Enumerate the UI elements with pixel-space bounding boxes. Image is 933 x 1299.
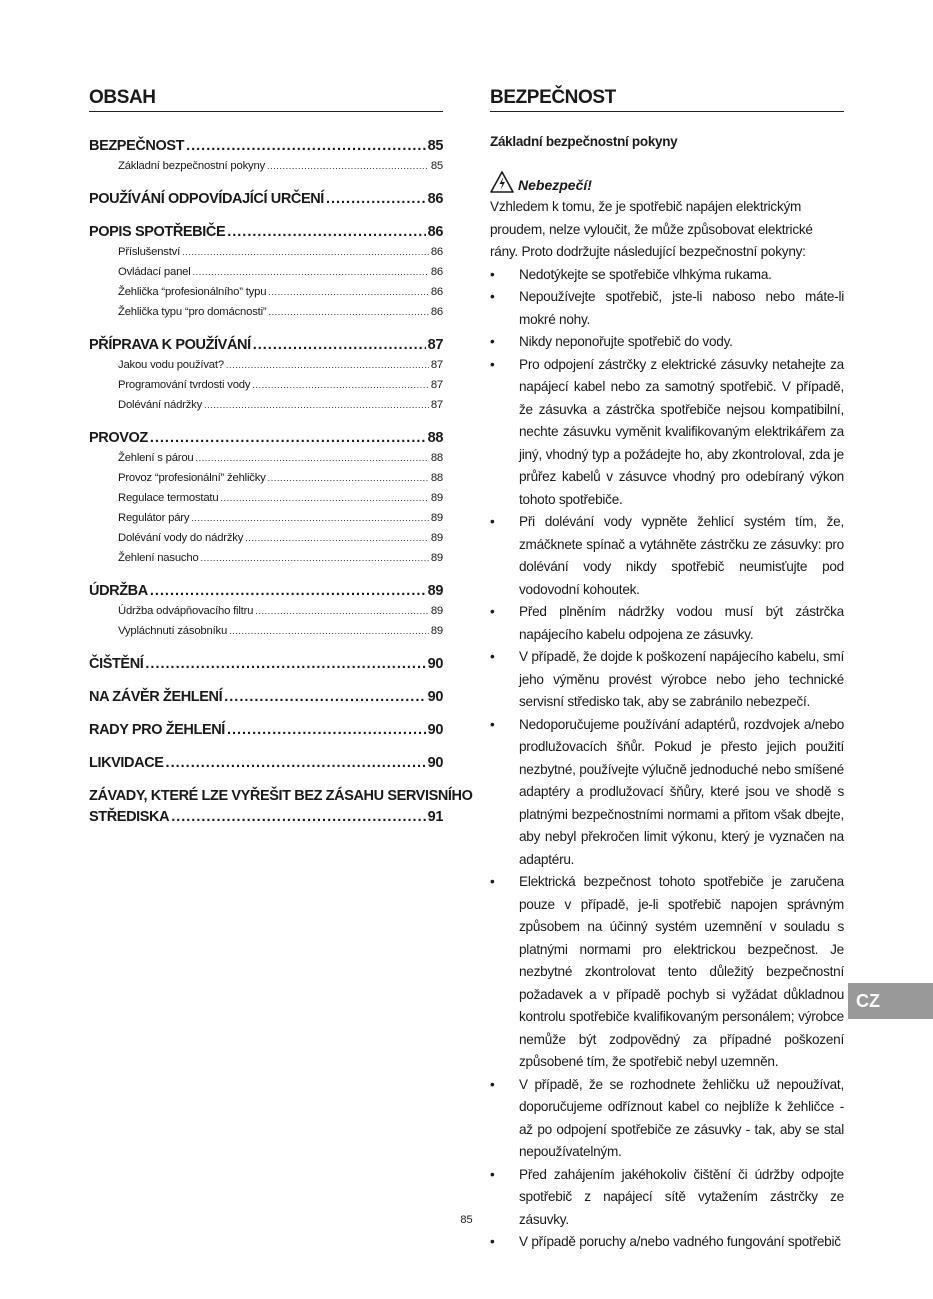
toc-leader xyxy=(224,687,425,707)
toc-section-page: 86 xyxy=(427,224,443,240)
toc-subsection-title: Provoz “profesionální” žehličky xyxy=(118,472,266,484)
toc-subsection-title: Údržba odvápňovacího filtru xyxy=(118,605,254,617)
table-of-contents xyxy=(89,86,473,827)
toc-subsection xyxy=(118,548,443,568)
toc-leader xyxy=(150,428,426,448)
toc-subsection-page: 86 xyxy=(430,286,443,298)
toc-subsection-page: 89 xyxy=(430,552,443,564)
toc-subsection-title: Základní bezpečnostní pokyny xyxy=(118,160,266,172)
toc-subsection-title: Příslušenství xyxy=(118,246,181,258)
safety-section xyxy=(490,86,844,1254)
safety-bullet: • Před plněním nádržky vodou musí být zástrčka napájecího kabelu odpojena ze zásuvky. xyxy=(490,601,844,646)
toc-leader xyxy=(253,335,426,355)
toc-subsection-title: Žehlení nasucho xyxy=(118,552,199,564)
safety-bullet: • Nedoporučujeme používání adaptérů, rozdvojek a/nebo prodlužovacích šňůr. Pokud je přesto jejich použití nezbytné, používejte výlučně jednoduché nebo smíšené adaptéry a prodlužovací šňůry, které jsou ve shodě s platnými bezpečnostními normami a přitom však dbejte, aby nebyl překročen limit výkonu, který je vyznačen na adaptéru. xyxy=(490,714,844,872)
toc-subsection-page: 87 xyxy=(430,399,443,411)
toc-subsection-title: Dolévání nádržky xyxy=(118,399,203,411)
toc-subsection xyxy=(118,468,443,488)
toc-subsection-page: 85 xyxy=(430,160,443,172)
safety-bullet: • Nedotýkejte se spotřebiče vlhkýma rukama. xyxy=(490,264,844,287)
toc-subsection xyxy=(118,601,443,621)
toc-subsection-page: 86 xyxy=(430,266,443,278)
toc-leader xyxy=(255,601,429,621)
toc-subsection-page: 87 xyxy=(430,379,443,391)
safety-bullet: • V případě poruchy a/nebo vadného fungování spotřebič xyxy=(490,1231,844,1254)
toc-section xyxy=(89,581,443,601)
toc-subsection-title: Žehlení s párou xyxy=(118,452,194,464)
toc-subsection-page: 87 xyxy=(430,359,443,371)
toc-subsection-page: 89 xyxy=(430,605,443,617)
toc-subsection xyxy=(118,528,443,548)
toc-section-title: BEZPEČNOST xyxy=(89,138,185,154)
danger-label: Nebezpečí! xyxy=(518,177,592,193)
toc-section-page: 89 xyxy=(427,583,443,599)
toc-subsection xyxy=(118,488,443,508)
safety-subheading: Základní bezpečnostní pokyny xyxy=(490,134,678,149)
toc-section-page: 85 xyxy=(427,138,443,154)
toc-section-page: 91 xyxy=(427,809,443,825)
toc-section-title: PŘÍPRAVA K POUŽÍVÁNÍ xyxy=(89,337,251,353)
toc-leader xyxy=(245,528,429,548)
toc-leader xyxy=(226,355,429,375)
toc-section xyxy=(89,753,443,773)
toc-leader xyxy=(193,262,429,282)
toc-leader xyxy=(268,302,428,322)
toc-subsection-page: 89 xyxy=(430,512,443,524)
toc-subsection-title: Ovládací panel xyxy=(118,266,191,278)
toc-leader xyxy=(268,468,429,488)
toc-leader xyxy=(252,375,429,395)
toc-section xyxy=(89,654,443,674)
toc-section-title: RADY PRO ŽEHLENÍ xyxy=(89,722,225,738)
toc-subsection xyxy=(118,282,443,302)
toc-leader xyxy=(326,189,426,209)
toc-section-page: 86 xyxy=(427,191,443,207)
safety-bullet-list xyxy=(490,264,844,1254)
safety-heading: BEZPEČNOST xyxy=(490,86,844,112)
toc-subsection-page: 88 xyxy=(430,452,443,464)
safety-bullet: • Nepoužívejte spotřebič, jste-li naboso nebo máte-li mokré nohy. xyxy=(490,286,844,331)
toc-subsection-title: Regulace termostatu xyxy=(118,492,219,504)
toc-leader xyxy=(268,282,429,302)
toc-subsection xyxy=(118,156,443,176)
safety-bullet: • Před zahájením jakéhokoliv čištění či údržby odpojte spotřebič z napájecí sítě vytažením zástrčky ze zásuvky. xyxy=(490,1164,844,1232)
language-tab: CZ xyxy=(848,983,933,1019)
toc-subsection-title: Žehlička typu “pro domácnosti” xyxy=(118,306,267,318)
toc-body xyxy=(89,136,473,827)
toc-subsection-title: Vypláchnutí zásobníku xyxy=(118,625,228,637)
toc-section xyxy=(89,807,443,827)
toc-subsection xyxy=(118,262,443,282)
toc-leader xyxy=(220,488,428,508)
toc-subsection-page: 89 xyxy=(430,532,443,544)
toc-subsection xyxy=(118,621,443,641)
toc-leader xyxy=(182,242,429,262)
toc-subsection-title: Žehlička “profesionálního” typu xyxy=(118,286,267,298)
toc-section-page: 88 xyxy=(427,430,443,446)
toc-leader xyxy=(150,581,426,601)
toc-subsection xyxy=(118,355,443,375)
toc-leader xyxy=(227,222,425,242)
toc-leader xyxy=(171,807,425,827)
toc-section-title: ÚDRŽBA xyxy=(89,583,148,599)
toc-heading: OBSAH xyxy=(89,86,443,112)
toc-subsection xyxy=(118,395,443,415)
safety-bullet: • Pro odpojení zástrčky z elektrické zásuvky netahejte za napájecí kabel nebo za samotný spotřebič. V případě, že zásuvka a zástrčka spotřebiče nejsou kompatibilní, nechte zásuvku vyměnit kvalifikovaným elektrikářem za jiný, vhodný typ a požádejte ho, aby zkontroloval, zda je průřez kabelů v zásuvce vhodný pro odebíraný výkon tohoto spotřebiče. xyxy=(490,354,844,512)
toc-section xyxy=(89,136,443,156)
safety-intro: Vzhledem k tomu, že je spotřebič napájen elektrickým proudem, nelze vyloučit, že může způsobovat elektrické rány. Proto dodržujte následující bezpečnostní pokyny: xyxy=(490,199,813,259)
safety-bullet: • Elektrická bezpečnost tohoto spotřebiče je zaručena pouze v případě, je-li spotřebič napojen správným způsobem na účinný systém uzemnění v souladu s platnými normami pro elektrickou bezpečnost. Je nezbytné zkontrolovat tento důležitý bezpečnostní požadavek a v případě pochyb si vyžádat důkladnou kontrolu spotřebiče kvalifikovaným personálem; výrobce nemůže být zodpovědný za případné poškození způsobené tím, že spotřebič nebyl uzemněn. xyxy=(490,871,844,1074)
toc-subsection-title: Programování tvrdosti vody xyxy=(118,379,251,391)
toc-section-title: POUŽÍVÁNÍ ODPOVÍDAJÍCÍ URČENÍ xyxy=(89,191,324,207)
toc-section-title: LIKVIDACE xyxy=(89,755,164,771)
toc-leader xyxy=(166,753,426,773)
toc-section-page: 90 xyxy=(427,755,443,771)
toc-section-page: 90 xyxy=(427,656,443,672)
safety-bullet: • V případě, že dojde k poškození napájecího kabelu, smí jeho výměnu provést výrobce nebo jeho technické servisní středisko tak, aby se zabránilo nebezpečí. xyxy=(490,646,844,714)
warning-electric-icon xyxy=(490,171,514,193)
toc-subsection-title: Regulátor páry xyxy=(118,512,190,524)
toc-subsection-page: 88 xyxy=(430,472,443,484)
toc-subsection xyxy=(118,508,443,528)
toc-subsection-page: 86 xyxy=(430,246,443,258)
toc-section-page: 90 xyxy=(427,722,443,738)
toc-section xyxy=(89,428,443,448)
toc-subsection xyxy=(118,448,443,468)
page-number: 85 xyxy=(460,1214,473,1226)
toc-leader xyxy=(267,156,429,176)
safety-bullet: • Nikdy neponořujte spotřebič do vody. xyxy=(490,331,844,354)
toc-section-title: PROVOZ xyxy=(89,430,148,446)
toc-section-page: 87 xyxy=(427,337,443,353)
danger-notice xyxy=(490,168,844,196)
safety-bullet: • Při dolévání vody vypněte žehlicí systém tím, že, zmáčknete spínač a vytáhněte zástrčku ze zásuvky: pro dolévání vody nikdy spotřebič neumisťujte pod vodovodní kohoutek. xyxy=(490,511,844,601)
toc-section-page: 90 xyxy=(427,689,443,705)
toc-leader xyxy=(201,548,429,568)
toc-section-title-line1: ZÁVADY, KTERÉ LZE VYŘEŠIT BEZ ZÁSAHU SERVISNÍHO xyxy=(89,788,473,804)
toc-subsection-page: 86 xyxy=(430,306,443,318)
toc-leader xyxy=(186,136,426,156)
toc-leader xyxy=(227,720,426,740)
toc-leader xyxy=(191,508,429,528)
toc-leader xyxy=(145,654,425,674)
toc-section-title: NA ZÁVĚR ŽEHLENÍ xyxy=(89,689,223,705)
toc-leader xyxy=(204,395,429,415)
toc-section-title-line2: STŘEDISKA xyxy=(89,809,170,825)
toc-leader xyxy=(196,448,429,468)
toc-section xyxy=(89,335,443,355)
toc-leader xyxy=(229,621,429,641)
toc-subsection xyxy=(118,302,443,322)
safety-bullet: • V případě, že se rozhodnete žehličku už nepoužívat, doporučujeme odříznout kabel co nejblíže k žehličce - až po odpojení spotřebiče ze zásuvky - tak, aby se stal nepoužívatelným. xyxy=(490,1074,844,1164)
toc-section xyxy=(89,189,443,209)
toc-subsection xyxy=(118,375,443,395)
toc-section-title: ČIŠTĚNÍ xyxy=(89,656,144,672)
toc-section xyxy=(89,687,443,707)
toc-subsection-title: Jakou vodu používat? xyxy=(118,359,224,371)
toc-subsection xyxy=(118,242,443,262)
toc-section-title: POPIS SPOTŘEBIČE xyxy=(89,224,226,240)
toc-subsection-title: Dolévání vody do nádržky xyxy=(118,532,244,544)
toc-section xyxy=(89,720,443,740)
toc-section xyxy=(89,222,443,242)
toc-subsection-page: 89 xyxy=(430,625,443,637)
toc-subsection-page: 89 xyxy=(430,492,443,504)
